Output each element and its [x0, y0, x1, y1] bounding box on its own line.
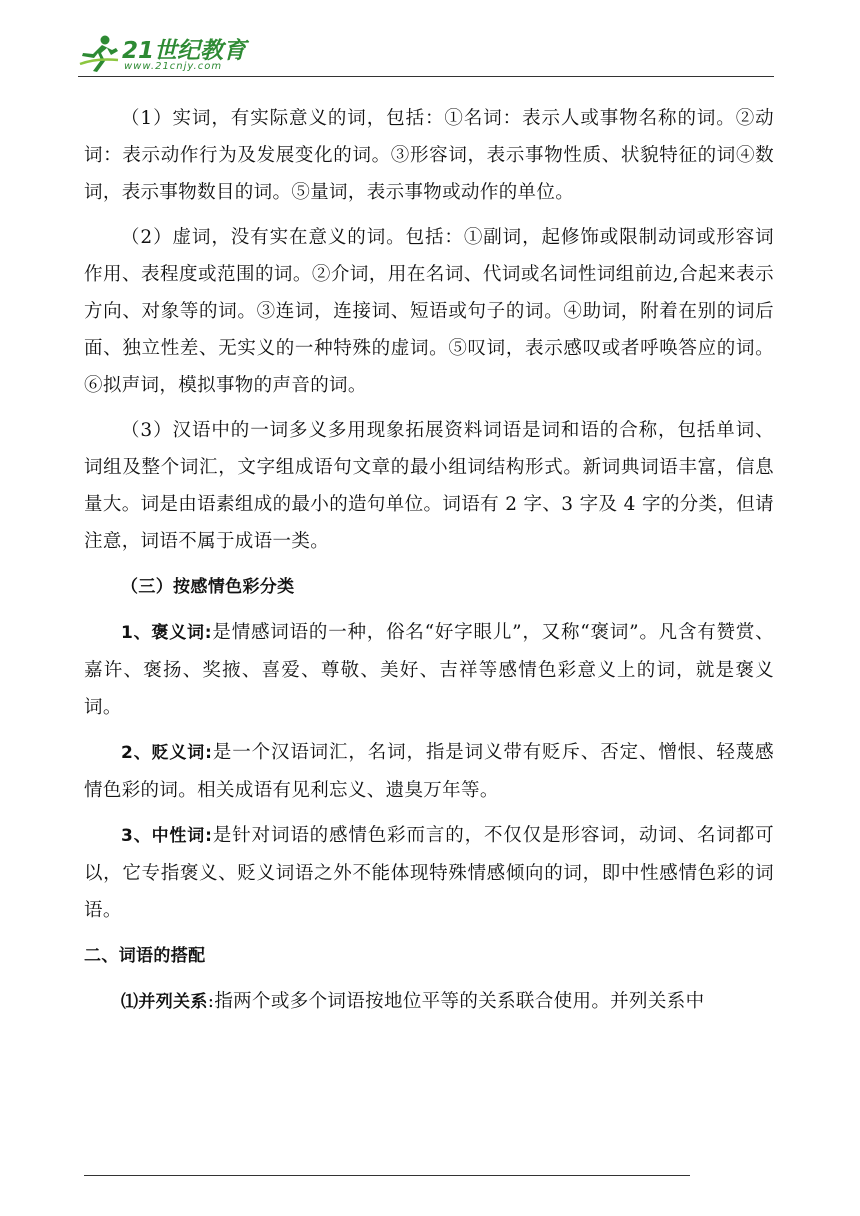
paragraph-polysemy: （3）汉语中的一词多义多用现象拓展资料词语是词和语的合称，包括单词、词组及整个词汇，文字组成语句文章的最小组词结构形式。新词典词语丰富，信息量大。词是由语素组成的最小的造句单位。词语有 2 字、3 字及 4 字的分类，但请注意，词语不属于成语一类。	[84, 420, 774, 552]
section-heading-collocation: 二、词语的搭配	[84, 946, 206, 966]
logo-text: 21世纪教育	[122, 38, 247, 64]
paragraph-coordinate: ⑴并列关系:指两个或多个词语按地位平等的关系联合使用。并列关系中	[121, 991, 705, 1012]
paragraph-derogatory: 2、贬义词:是一个汉语词汇，名词，指是词义带有贬斥、否定、憎恨、轻蔑感情色彩的词。相关成语有见利忘义、遗臭万年等。	[84, 742, 775, 801]
site-logo	[78, 32, 248, 76]
paragraph-neutral: 3、中性词:是针对词语的感情色彩而言的，不仅仅是形容词，动词、名词都可以，它专指褒义、贬义词语之外不能体现特殊情感倾向的词，即中性感情色彩的词语。	[84, 825, 775, 921]
section-heading-emotion: （三）按感情色彩分类	[121, 577, 295, 597]
header-divider	[78, 76, 774, 77]
page-header	[78, 28, 774, 80]
footer-divider	[84, 1175, 690, 1176]
paragraph-commendatory: 1、褒义词:是情感词语的一种，俗名“好字眼儿”，又称“褒词”。凡含有赞赏、嘉许、褒扬、奖掖、喜爱、尊敬、美好、吉祥等感情色彩意义上的词，就是褒义词。	[84, 622, 774, 718]
paragraph-function-words: （2）虚词，没有实在意义的词。包括：①副词，起修饰或限制动词或形容词作用、表程度或范围的词。②介词，用在名词、代词或名词性词组前边,合起来表示方向、对象等的词。③连词，连接词、短语或句子的词。④助词，附着在别的词后面、独立性差、无实义的一种特殊的虚词。⑤叹词，表示感叹或者呼唤答应的词。⑥拟声词，模拟事物的声音的词。	[84, 227, 774, 396]
logo-url: www.21cnjy.com	[124, 61, 223, 72]
paragraph-content-words: （1）实词，有实际意义的词，包括：①名词：表示人或事物名称的词。②动词：表示动作行为及发展变化的词。③形容词，表示事物性质、状貌特征的词④数词，表示事物数目的词。⑤量词，表示事物或动作的单位。	[84, 108, 774, 203]
document-body	[84, 100, 774, 1029]
running-figure-icon	[78, 34, 122, 74]
